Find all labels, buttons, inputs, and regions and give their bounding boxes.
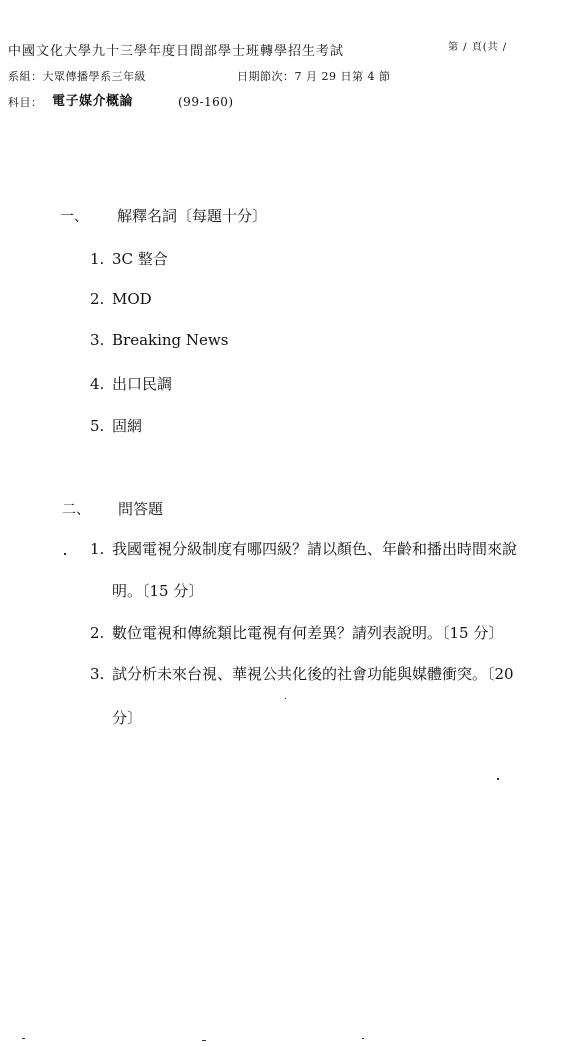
- department-value: 大眾傳播學系三年級: [42, 70, 146, 83]
- subject-name: 電子媒介概論: [52, 94, 134, 109]
- date-line: [237, 70, 390, 84]
- item-number: 1.: [90, 250, 105, 268]
- section-1-title: 解釋名詞〔每題十分〕: [117, 207, 268, 225]
- section-2-title: 問答題: [118, 500, 164, 518]
- section-2-item: [90, 663, 514, 684]
- section-2-item: [90, 538, 517, 559]
- item-text: 出口民調: [112, 375, 173, 393]
- item-number: 2.: [90, 624, 105, 642]
- item-text: Breaking News: [112, 331, 229, 349]
- date-value: 7 月 29 日第 4 節: [294, 70, 391, 83]
- scan-speck: [497, 778, 499, 780]
- item-number: 1.: [90, 540, 105, 558]
- scan-speck: [202, 1040, 206, 1041]
- item-number: 5.: [90, 417, 105, 435]
- scan-speck: [64, 553, 66, 555]
- scan-speck: [362, 1038, 364, 1039]
- department-line: [8, 70, 146, 84]
- scan-speck: [285, 698, 286, 699]
- item-text: 我國電視分級制度有哪四級？請以顏色、年齡和播出時間來說: [112, 540, 518, 558]
- subject-label: 科目：: [8, 96, 43, 109]
- section-1-item: [90, 290, 152, 308]
- item-number: 2.: [90, 290, 105, 308]
- section-1-item: [90, 331, 228, 349]
- section-1-item: [90, 248, 168, 269]
- page-number: 第 / 頁(共 /: [448, 42, 508, 53]
- department-label: 系組：: [8, 70, 43, 83]
- scan-speck: [22, 1038, 25, 1039]
- item-number: 3.: [90, 331, 105, 349]
- item-number: 3.: [90, 665, 105, 683]
- section-2-item: [90, 622, 503, 643]
- exam-title: 中國文化大學九十三學年度日間部學士班轉學招生考試: [8, 44, 345, 59]
- section-2-item-continuation: 明。〔15 分〕: [112, 582, 204, 600]
- item-number: 4.: [90, 375, 105, 393]
- item-text: 3C 整合: [112, 250, 168, 268]
- item-text: 數位電視和傳統類比電視有何差異？請列表說明。〔15 分〕: [112, 624, 504, 642]
- item-text: 試分析未來台視、華視公共化後的社會功能與媒體衝突。〔20: [112, 665, 514, 683]
- section-2-item-continuation: 分〕: [112, 709, 143, 727]
- item-text: 固網: [112, 417, 143, 435]
- section-1-item: [90, 373, 172, 394]
- section-1-item: [90, 415, 142, 436]
- item-text: MOD: [112, 290, 152, 308]
- subject-code: (99-160): [178, 95, 234, 109]
- section-2-number: 二、: [62, 502, 90, 518]
- section-1-number: 一、: [60, 209, 88, 225]
- date-label: 日期節次：: [237, 70, 295, 83]
